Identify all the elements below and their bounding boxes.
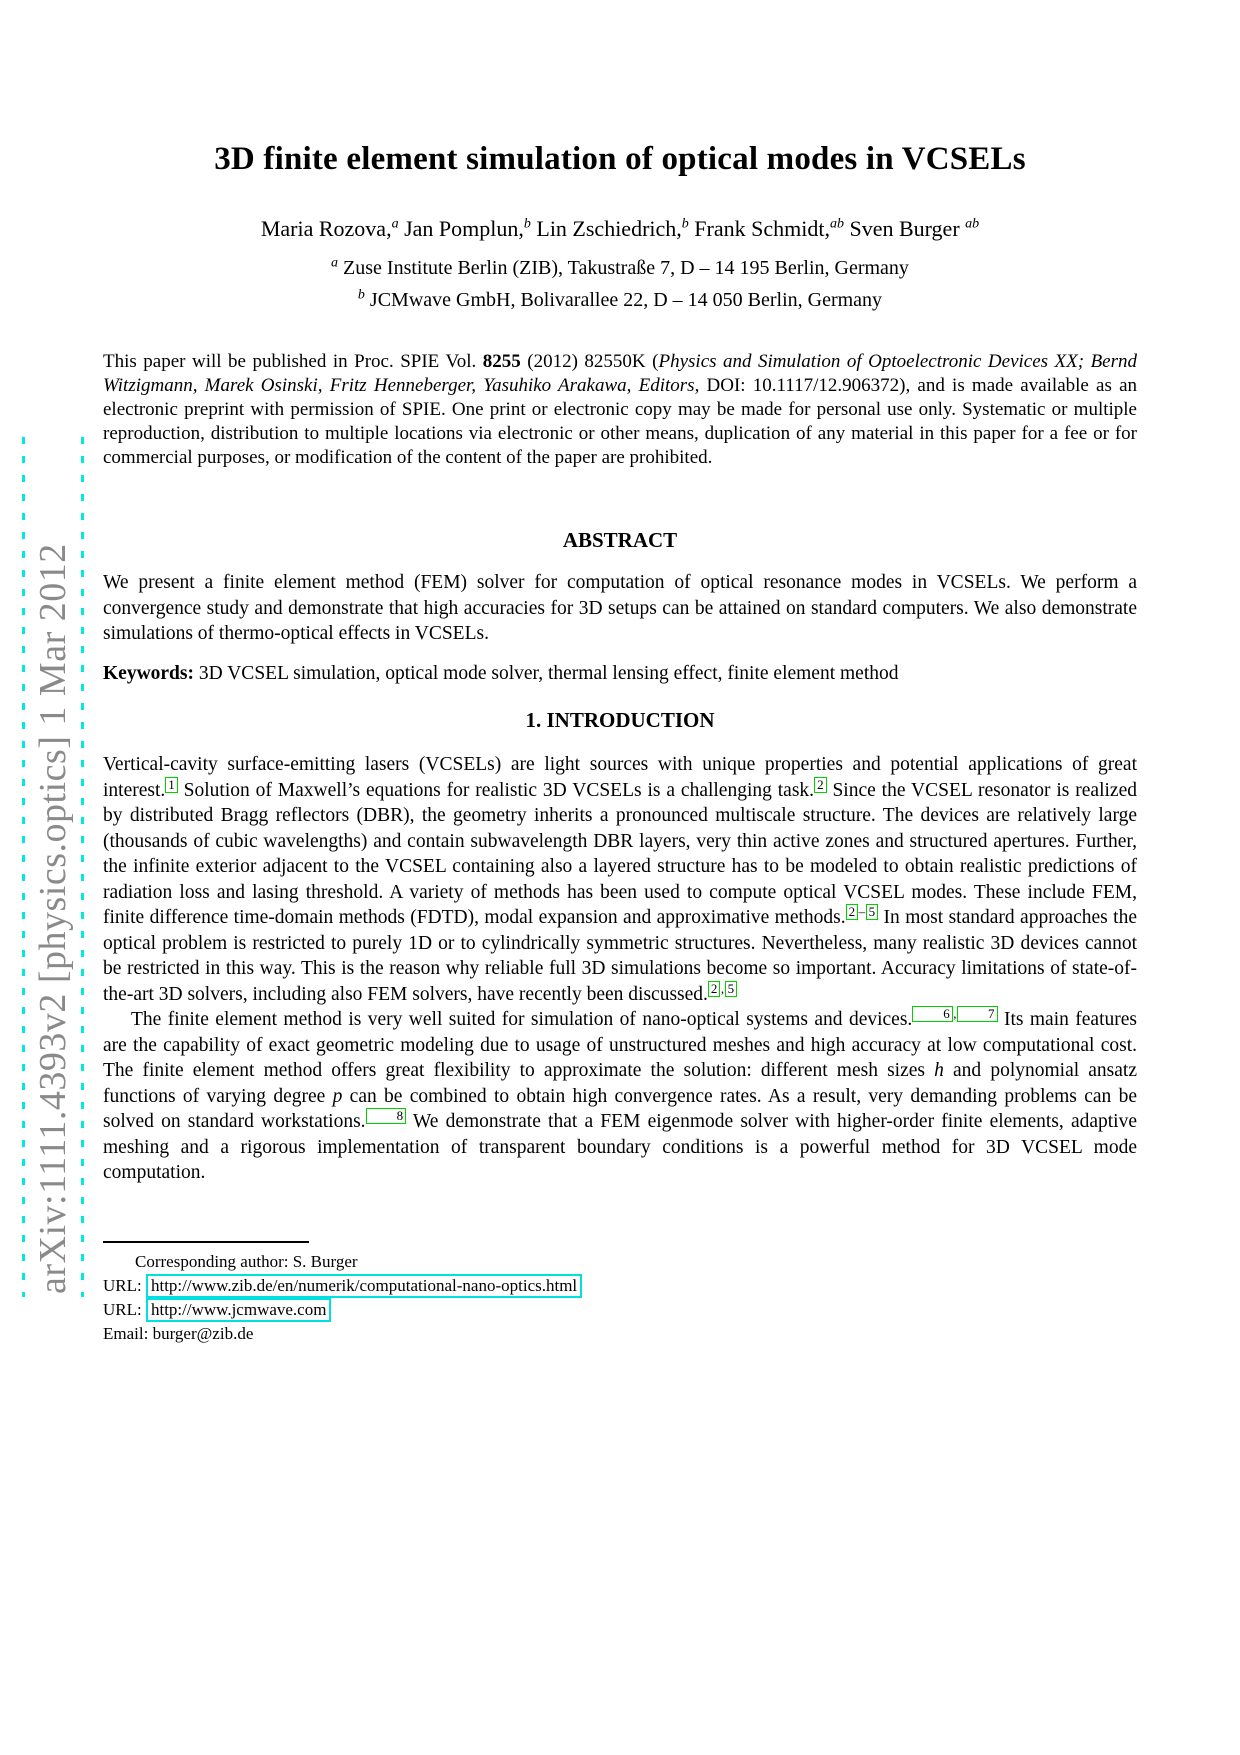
publication-notice — [103, 350, 1137, 470]
url-line-1 — [103, 1274, 1137, 1298]
affil-text: JCMwave GmbH, Bolivarallee 22, D – 14 050 Berlin, Germany — [364, 289, 883, 311]
notice-text: (2012) 82550K ( — [520, 351, 659, 372]
paragraph-text: We demonstrate that a FEM eigenmode solver with higher-order finite elements, adaptive meshing and a rigorous implementation of transparent boundary conditions is a powerful method for 3D VCSEL mode computation. — [103, 1111, 1137, 1183]
affil-text: Zuse Institute Berlin (ZIB), Takustraße 7, D – 14 195 Berlin, Germany — [338, 257, 909, 279]
author-affil-sup: b — [523, 216, 531, 232]
intro-paragraph-2 — [103, 1007, 1137, 1186]
paragraph-text: The finite element method is very well suited for simulation of nano-optical systems and devices. — [131, 1009, 913, 1030]
footnote-block — [103, 1241, 1137, 1346]
keywords-text: 3D VCSEL simulation, optical mode solver, thermal lensing effect, finite element method — [194, 662, 899, 684]
notice-text: , DOI: 10.1117/12.906372), and is made available as an electronic preprint with permission of SPIE. One print or electronic copy may be made for personal use only. Systematic or multiple reproduction, distribution to multiple locations via electronic or other means, duplication of any material in this paper for a fee or for commercial purposes, or modification of the content of the paper are prohibited. — [103, 375, 1138, 468]
paragraph-text: Since the VCSEL resonator is realized by distributed Bragg reflectors (DBR), the geometry inherits a pronounced multiscale structure. The devices are relatively large (thousands of cubic wavelengths) and contain subwavelength DBR layers, very thin active zones and structured apertures. Further, the infinite exterior adjacent to the VCSEL containing also a layered structure has to be modeled to obtain realistic predictions of radiation loss and lasing threshold. A variety of methods has been used to compute optical VCSEL modes. These include FEM, finite difference time-domain methods (FDTD), modal expansion and approximative methods. — [103, 779, 1137, 928]
authors-line — [103, 216, 1137, 242]
citation-link-2-5b[interactable]: 2 , 5 — [708, 981, 737, 996]
paper-title: 3D finite element simulation of optical modes in VCSELs — [214, 141, 1026, 177]
introduction-heading: 1. INTRODUCTION — [525, 708, 715, 732]
paragraph-text: and polynomial ansatz functions of varying degree — [103, 1060, 1138, 1107]
citation-link-2[interactable]: 2 — [814, 777, 827, 792]
url-label: URL: — [103, 1276, 146, 1295]
author-name: Lin Zschiedrich, — [530, 216, 682, 241]
corresponding-author-line: Corresponding author: S. Burger — [135, 1252, 358, 1271]
abstract-heading: ABSTRACT — [562, 528, 678, 552]
math-variable-h: h — [934, 1060, 944, 1081]
math-variable-p: p — [332, 1085, 343, 1107]
url-line-2 — [103, 1298, 1137, 1322]
notice-volume: 8255 — [482, 351, 521, 372]
affiliation-a — [103, 257, 1137, 280]
abstract-text: We present a finite element method (FEM) solver for computation of optical resonance modes in VCSELs. We perform a convergence study and demonstrate that high accuracies for 3D setups can be attained on standard computers. We also demonstrate simulations of thermo-optical effects in VCSELs. — [103, 572, 1137, 644]
affil-sup: b — [357, 287, 365, 303]
affiliation-b — [103, 289, 1137, 312]
author-name: Sven Burger — [843, 216, 966, 241]
keywords-line — [103, 661, 1137, 687]
introduction-section — [103, 708, 1137, 1186]
notice-proceedings-title: Physics and Simulation of Optoelectronic Devices XX; Bernd Witzigmann, Marek Osinski, Fritz Henneberger, Yasuhiko Arakawa, Editors — [103, 351, 1138, 396]
affil-sup: a — [331, 255, 339, 271]
notice-text: This paper will be published in Proc. SPIE Vol. — [103, 351, 483, 372]
stamp-dashed-line-right — [81, 437, 84, 1297]
email-value: burger@zib.de — [152, 1324, 254, 1343]
author-name: Frank Schmidt, — [688, 216, 830, 241]
keywords-label: Keywords: — [103, 662, 194, 684]
author-affil-sup: ab — [829, 216, 844, 232]
author-affil-sup: ab — [965, 216, 980, 232]
footnote-rule — [103, 1241, 309, 1243]
citation-link-8[interactable]: 8 — [366, 1108, 407, 1123]
intro-paragraph-1 — [103, 752, 1137, 1007]
arxiv-stamp — [28, 543, 78, 1294]
author-name: Jan Pomplun, — [398, 216, 524, 241]
url-link-jcmwave[interactable]: http://www.jcmwave.com — [146, 1298, 331, 1322]
arxiv-stamp-text: arXiv:1111.4393v2 [physics.optics] 1 Mar 2012 — [32, 543, 74, 1294]
paragraph-text: Its main features are the capability of exact geometric modeling due to usage of unstructured meshes and high accuracy at low computational cost. The finite element method offers great flexibility to approximate the solution: different mesh sizes — [103, 1009, 1137, 1081]
email-label: Email: — [103, 1324, 153, 1343]
stamp-dashed-line-left — [22, 437, 25, 1297]
citation-link-2-5[interactable]: 2 – 5 — [846, 904, 879, 919]
paragraph-text: Solution of Maxwell’s equations for realistic 3D VCSELs is a challenging task. — [177, 779, 815, 801]
url-label: URL: — [103, 1300, 146, 1319]
author-name: Maria Rozova, — [260, 216, 392, 241]
author-affil-sup: a — [391, 216, 399, 232]
citation-link-1[interactable]: 1 — [165, 777, 178, 792]
paragraph-text: can be combined to obtain high convergence rates. As a result, very demanding problems can be solved on standard workstations. — [103, 1085, 1137, 1132]
citation-link-6-7[interactable]: 6 , 7 — [912, 1006, 997, 1021]
url-link-zib[interactable]: http://www.zib.de/en/numerik/computational-nano-optics.html — [146, 1274, 582, 1298]
paragraph-text: In most standard approaches the optical problem is restricted to purely 1D or to cylindrically symmetric structures. Nevertheless, many realistic 3D devices cannot be restricted in this way. This is the reason why reliable full 3D simulations become so important. Accuracy limitations of state-of-the-art 3D solvers, including also FEM solvers, have recently been discussed. — [103, 907, 1137, 1005]
email-line — [103, 1322, 1137, 1346]
paragraph-text: Vertical-cavity surface-emitting lasers (VCSELs) are light sources with unique properties and potential applications of great interest. — [103, 754, 1137, 801]
author-affil-sup: b — [681, 216, 689, 232]
abstract-section — [103, 528, 1137, 686]
